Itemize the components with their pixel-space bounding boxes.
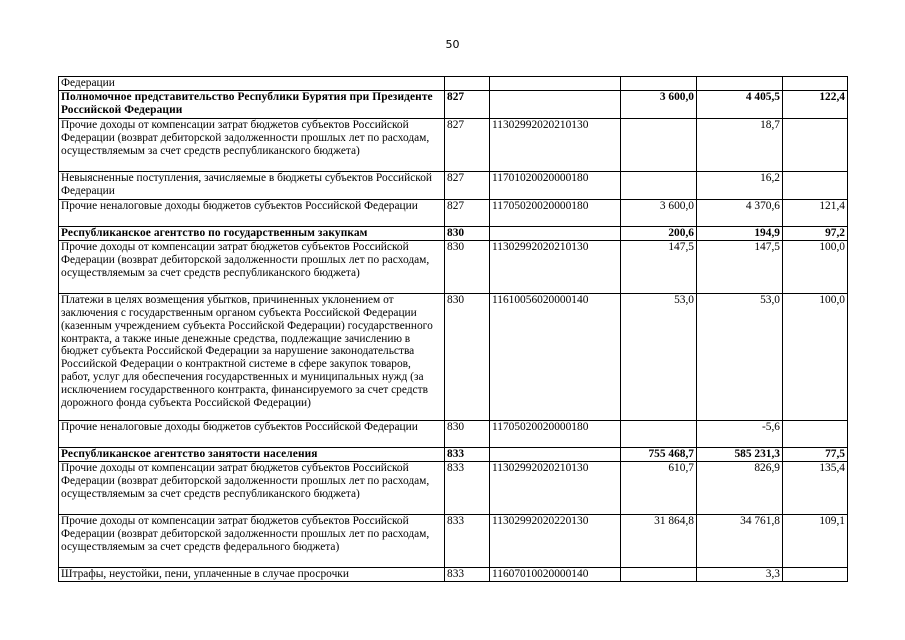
actual-amount-cell: 4 405,5: [697, 90, 783, 118]
actual-amount-cell: 4 370,6: [697, 199, 783, 226]
percent-cell: [783, 118, 848, 171]
row-name-cell: Прочие неналоговые доходы бюджетов субъектов Российской Федерации: [59, 420, 445, 447]
table-row: [59, 514, 848, 567]
row-name-cell: Платежи в целях возмещения убытков, причиненных уклонением от заключения с государственным органом субъекта Российской Федерации (казенным учреждением субъекта Российской Федерации) государственного контракта, а также иные денежные средства, подлежащие зачислению в бюджет субъекта Российской Федерации за нарушение законодательства Российской Федерации о контрактной системе в сфере закупок товаров, работ, услуг для обеспечения государственных и муниципальных нужд (за исключением государственного контракта, финансируемого за счет средств дорожного фонда субъекта Российской Федерации): [59, 293, 445, 420]
percent-cell: 97,2: [783, 226, 848, 240]
revenue-code-cell: [490, 447, 621, 461]
agency-row: [59, 447, 848, 461]
table-row: [59, 199, 848, 226]
revenue-code-cell: 11705020020000180: [490, 420, 621, 447]
actual-amount-cell: 194,9: [697, 226, 783, 240]
page-number: 50: [445, 38, 460, 51]
revenue-code-cell: 11302992020210130: [490, 240, 621, 293]
row-name-cell: Невыясненные поступления, зачисляемые в бюджеты субъектов Российской Федерации: [59, 171, 445, 199]
plan-amount-cell: 53,0: [621, 293, 697, 420]
table-row: [59, 567, 848, 581]
actual-amount-cell: 826,9: [697, 461, 783, 514]
admin-code-cell: 827: [445, 171, 490, 199]
plan-amount-cell: 3 600,0: [621, 90, 697, 118]
agency-row: [59, 90, 848, 118]
admin-code-cell: 833: [445, 447, 490, 461]
admin-code-cell: 827: [445, 90, 490, 118]
row-name-cell: Штрафы, неустойки, пени, уплаченные в случае просрочки: [59, 567, 445, 581]
percent-cell: [783, 567, 848, 581]
admin-code-cell: 833: [445, 461, 490, 514]
actual-amount-cell: 3,3: [697, 567, 783, 581]
table-row: [59, 118, 848, 171]
agency-row: [59, 226, 848, 240]
revenue-code-cell: 11302992020210130: [490, 461, 621, 514]
table-row: [59, 171, 848, 199]
plan-amount-cell: 31 864,8: [621, 514, 697, 567]
revenue-code-cell: [490, 77, 621, 91]
actual-amount-cell: -5,6: [697, 420, 783, 447]
actual-amount-cell: 16,2: [697, 171, 783, 199]
admin-code-cell: 827: [445, 199, 490, 226]
percent-cell: 77,5: [783, 447, 848, 461]
row-name-cell: Прочие доходы от компенсации затрат бюджетов субъектов Российской Федерации (возврат дебиторской задолженности прошлых лет по расходам, осуществляемым за счет средств республиканского бюджета): [59, 461, 445, 514]
actual-amount-cell: 18,7: [697, 118, 783, 171]
row-name-cell: Прочие неналоговые доходы бюджетов субъектов Российской Федерации: [59, 199, 445, 226]
revenue-code-cell: [490, 226, 621, 240]
table-row: [59, 461, 848, 514]
percent-cell: [783, 171, 848, 199]
admin-code-cell: [445, 77, 490, 91]
revenue-code-cell: 11701020020000180: [490, 171, 621, 199]
row-name-cell: Республиканское агентство по государственным закупкам: [59, 226, 445, 240]
row-name-cell: Полномочное представительство Республики Бурятия при Президенте Российской Федерации: [59, 90, 445, 118]
plan-amount-cell: [621, 118, 697, 171]
plan-amount-cell: 610,7: [621, 461, 697, 514]
row-name-cell: Прочие доходы от компенсации затрат бюджетов субъектов Российской Федерации (возврат дебиторской задолженности прошлых лет по расходам, осуществляемым за счет средств федерального бюджета): [59, 514, 445, 567]
admin-code-cell: 833: [445, 567, 490, 581]
row-name-cell: Республиканское агентство занятости населения: [59, 447, 445, 461]
plan-amount-cell: [621, 171, 697, 199]
percent-cell: [783, 77, 848, 91]
revenue-code-cell: 11607010020000140: [490, 567, 621, 581]
revenue-code-cell: 11610056020000140: [490, 293, 621, 420]
row-name-cell: Прочие доходы от компенсации затрат бюджетов субъектов Российской Федерации (возврат дебиторской задолженности прошлых лет по расходам, осуществляемым за счет средств республиканского бюджета): [59, 118, 445, 171]
plan-amount-cell: [621, 567, 697, 581]
percent-cell: 100,0: [783, 293, 848, 420]
admin-code-cell: 830: [445, 240, 490, 293]
admin-code-cell: 830: [445, 293, 490, 420]
table-row: [59, 420, 848, 447]
actual-amount-cell: 147,5: [697, 240, 783, 293]
row-name-cell: Прочие доходы от компенсации затрат бюджетов субъектов Российской Федерации (возврат дебиторской задолженности прошлых лет по расходам, осуществляемым за счет средств республиканского бюджета): [59, 240, 445, 293]
plan-amount-cell: 147,5: [621, 240, 697, 293]
admin-code-cell: 833: [445, 514, 490, 567]
revenue-table: [58, 76, 848, 582]
percent-cell: 121,4: [783, 199, 848, 226]
revenue-table-body: [59, 77, 848, 582]
plan-amount-cell: 755 468,7: [621, 447, 697, 461]
revenue-code-cell: [490, 90, 621, 118]
actual-amount-cell: 53,0: [697, 293, 783, 420]
percent-cell: 109,1: [783, 514, 848, 567]
plan-amount-cell: 3 600,0: [621, 199, 697, 226]
plan-amount-cell: [621, 77, 697, 91]
actual-amount-cell: [697, 77, 783, 91]
table-row: [59, 77, 848, 91]
plan-amount-cell: 200,6: [621, 226, 697, 240]
plan-amount-cell: [621, 420, 697, 447]
percent-cell: [783, 420, 848, 447]
actual-amount-cell: 34 761,8: [697, 514, 783, 567]
revenue-code-cell: 11302992020210130: [490, 118, 621, 171]
percent-cell: 122,4: [783, 90, 848, 118]
table-row: [59, 293, 848, 420]
row-name-cell: Федерации: [59, 77, 445, 91]
percent-cell: 135,4: [783, 461, 848, 514]
revenue-code-cell: 11302992020220130: [490, 514, 621, 567]
admin-code-cell: 827: [445, 118, 490, 171]
actual-amount-cell: 585 231,3: [697, 447, 783, 461]
admin-code-cell: 830: [445, 226, 490, 240]
percent-cell: 100,0: [783, 240, 848, 293]
admin-code-cell: 830: [445, 420, 490, 447]
revenue-code-cell: 11705020020000180: [490, 199, 621, 226]
table-row: [59, 240, 848, 293]
